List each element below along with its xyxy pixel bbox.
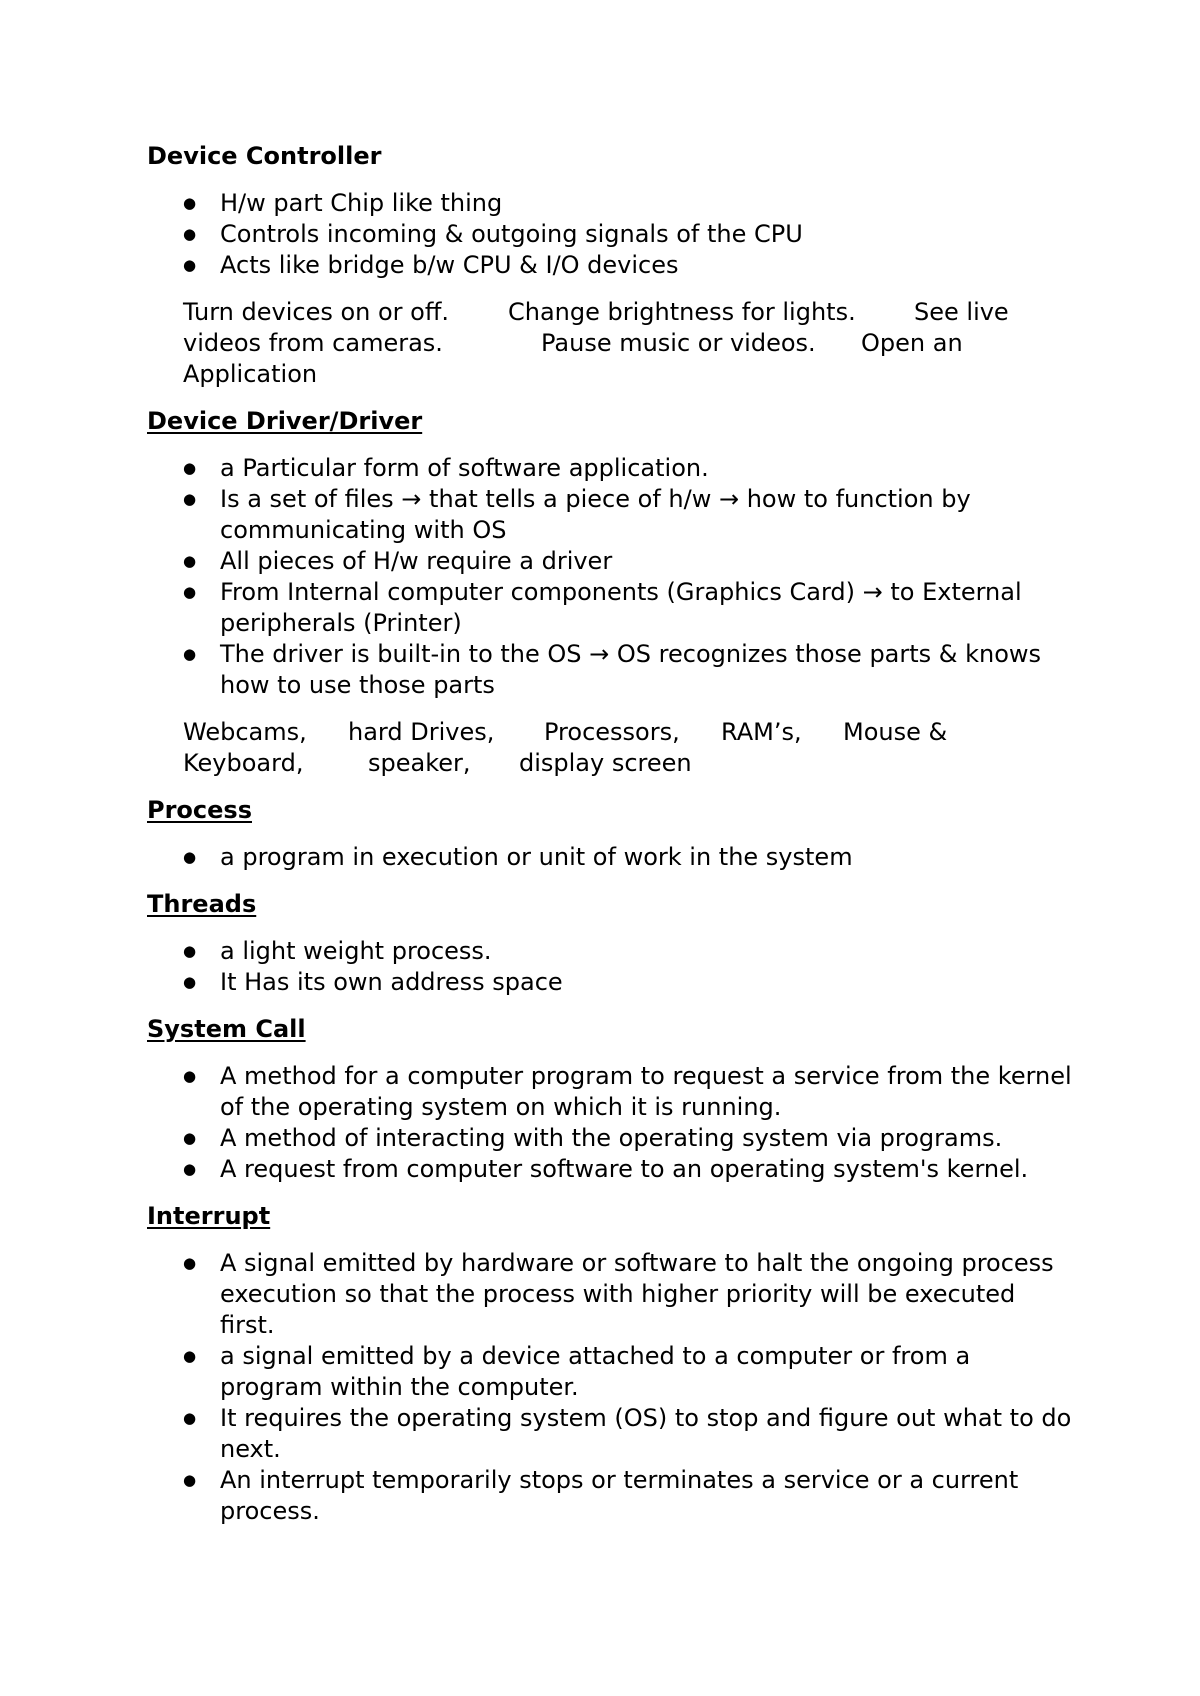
example-text: Turn devices on or off. xyxy=(183,298,450,326)
document-body xyxy=(147,141,1077,1527)
example-text: hard Drives, xyxy=(348,718,495,746)
example-text: Webcams, xyxy=(183,718,307,746)
list-item: ● From Internal computer components (Graphics Card) → to External peripherals (Printer) xyxy=(147,577,1077,639)
process-list xyxy=(147,842,1077,873)
system-call-list xyxy=(147,1061,1077,1185)
controller-examples-line-2 xyxy=(183,328,1077,359)
device-controller-list xyxy=(147,188,1077,281)
controller-examples-line-3 xyxy=(183,359,1077,390)
example-text: Mouse & xyxy=(843,718,948,746)
example-text: videos from cameras. xyxy=(183,329,443,357)
heading-process: Process xyxy=(147,796,252,824)
example-text: Change brightness for lights. xyxy=(508,298,856,326)
example-text: RAM’s, xyxy=(721,718,802,746)
interrupt-list xyxy=(147,1248,1077,1527)
heading-device-controller: Device Controller xyxy=(147,142,382,170)
list-item: ● Controls incoming & outgoing signals of the CPU xyxy=(147,219,1077,250)
heading-device-driver: Device Driver/Driver xyxy=(147,407,423,435)
example-text: speaker, xyxy=(368,749,471,777)
example-text: Keyboard, xyxy=(183,749,304,777)
list-item: ● A method of interacting with the operating system via programs. xyxy=(147,1123,1077,1154)
list-item: ● A signal emitted by hardware or software to halt the ongoing process execution so that the process with higher priority will be executed first. xyxy=(147,1248,1077,1341)
list-item: ● A method for a computer program to request a service from the kernel of the operating system on which it is running. xyxy=(147,1061,1077,1123)
heading-interrupt: Interrupt xyxy=(147,1202,271,1230)
list-item: ● Is a set of files → that tells a piece of h/w → how to function by communicating with OS xyxy=(147,484,1077,546)
example-text: Pause music or videos. xyxy=(541,329,816,357)
list-item: ● H/w part Chip like thing xyxy=(147,188,1077,219)
controller-examples-line-1 xyxy=(183,297,1077,328)
list-item: ● The driver is built-in to the OS → OS recognizes those parts & knows how to use those parts xyxy=(147,639,1077,701)
heading-threads: Threads xyxy=(147,890,257,918)
list-item: ● a Particular form of software application. xyxy=(147,453,1077,484)
list-item: ● All pieces of H/w require a driver xyxy=(147,546,1077,577)
list-item: ● It Has its own address space xyxy=(147,967,1077,998)
driver-examples-line-2 xyxy=(183,748,1077,779)
list-item: ● a program in execution or unit of work in the system xyxy=(147,842,1077,873)
list-item: ● a signal emitted by a device attached to a computer or from a program within the computer. xyxy=(147,1341,1077,1403)
list-item: ● An interrupt temporarily stops or terminates a service or a current process. xyxy=(147,1465,1077,1527)
list-item: ● It requires the operating system (OS) to stop and figure out what to do next. xyxy=(147,1403,1077,1465)
list-item: ● a light weight process. xyxy=(147,936,1077,967)
driver-examples-line-1 xyxy=(183,717,1077,748)
example-text: See live xyxy=(914,298,1009,326)
threads-list xyxy=(147,936,1077,998)
list-item: ● A request from computer software to an operating system's kernel. xyxy=(147,1154,1077,1185)
example-text: display screen xyxy=(519,749,692,777)
device-driver-list xyxy=(147,453,1077,701)
example-text: Processors, xyxy=(544,718,680,746)
list-item: ● Acts like bridge b/w CPU & I/O devices xyxy=(147,250,1077,281)
heading-system-call: System Call xyxy=(147,1015,306,1043)
example-text: Application xyxy=(183,360,318,388)
example-text: Open an xyxy=(861,329,963,357)
